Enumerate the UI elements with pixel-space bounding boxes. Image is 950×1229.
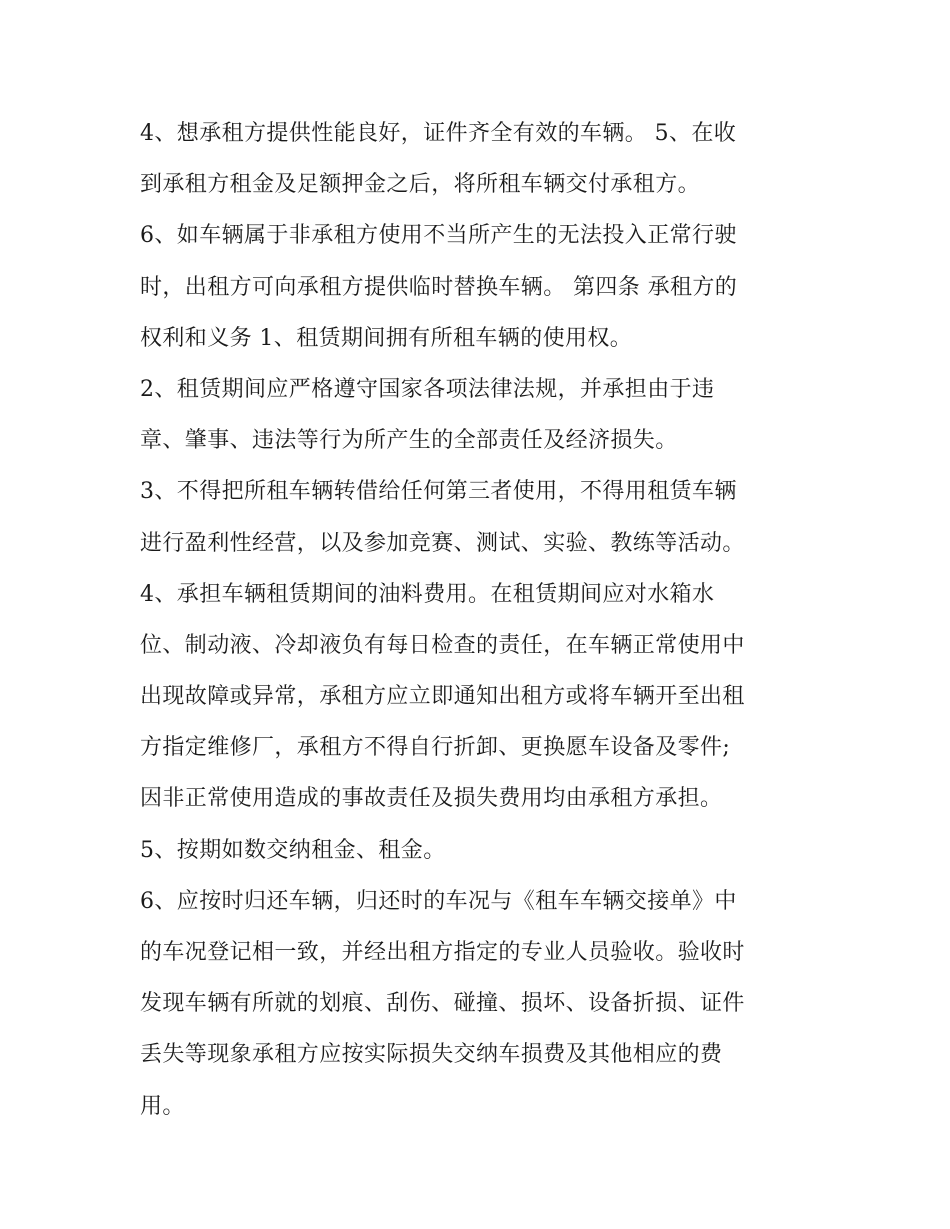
text-line: 3、不得把所租车辆转借给任何第三者使用，不得用租赁车辆 — [140, 479, 737, 505]
text-line: 进行盈利性经营，以及参加竞赛、测试、实验、教练等活动。 — [140, 530, 745, 556]
text-line: 发现车辆有所就的划痕、刮伤、碰撞、损坏、设备折损、证件 — [140, 991, 745, 1017]
text-line: 2、租赁期间应严格遵守国家各项法律法规，并承担由于违 — [140, 376, 715, 402]
body-text — [140, 108, 840, 1132]
text-line: 丢失等现象承租方应按实际损失交纳车损费及其他相应的费 — [140, 1042, 723, 1068]
text-line: 时，出租方可向承租方提供临时替换车辆。 第四条 承租方的 — [140, 274, 738, 300]
text-line: 6、应按时归还车辆，归还时的车况与《租车车辆交接单》中 — [140, 888, 737, 914]
text-line: 5、按期如数交纳租金、租金。 — [140, 837, 446, 863]
text-line: 权利和义务 1、租赁期间拥有所租车辆的使用权。 — [140, 325, 633, 351]
text-line: 4、想承租方提供性能良好，证件齐全有效的车辆。 5、在收 — [140, 121, 737, 146]
text-line: 因非正常使用造成的事故责任及损失费用均由承租方承担。 — [140, 786, 723, 812]
text-line: 4、承担车辆租赁期间的油料费用。在租赁期间应对水箱水 — [140, 581, 715, 607]
text-line: 用。 — [140, 1093, 185, 1119]
text-line: 章、肇事、违法等行为所产生的全部责任及经济损失。 — [140, 428, 678, 454]
text-line: 方指定维修厂，承租方不得自行折卸、更换愿车设备及零件; — [140, 735, 731, 761]
text-line: 到承租方租金及足额押金之后，将所租车辆交付承租方。 — [140, 172, 701, 198]
text-line: 6、如车辆属于非承租方使用不当所产生的无法投入正常行驶 — [140, 223, 737, 249]
text-line: 位、制动液、冷却液负有每日检查的责任，在车辆正常使用中 — [140, 632, 745, 658]
text-line: 的车况登记相一致，并经出租方指定的专业人员验收。验收时 — [140, 940, 745, 965]
text-line: 出现故障或异常，承租方应立即通知出租方或将车辆开至出租 — [140, 684, 745, 710]
